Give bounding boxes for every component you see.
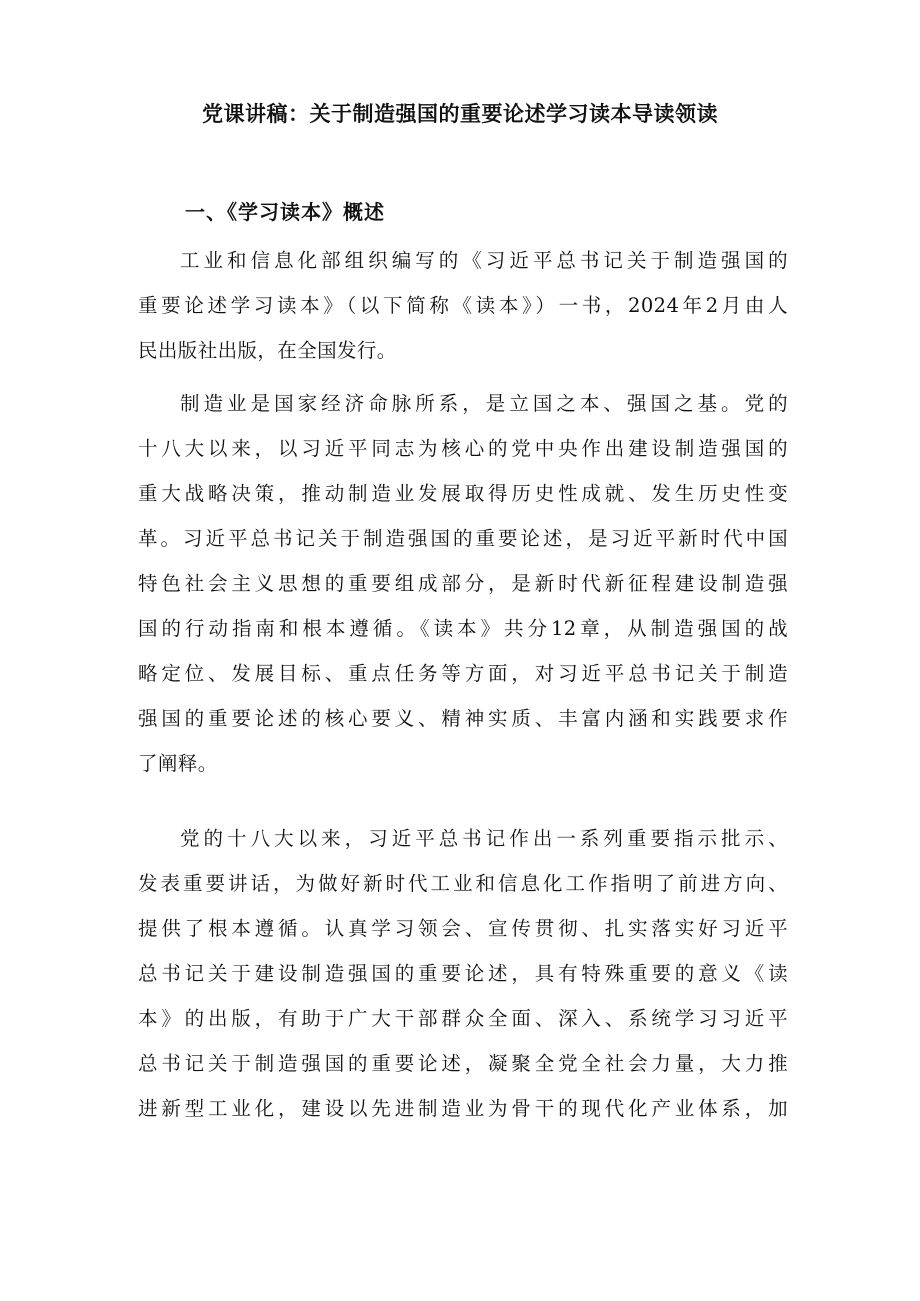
paragraph-line: 发表重要讲话，为做好新时代工业和信息化工作指明了前进方向、 (138, 872, 788, 895)
paragraph-line: 党的十八大以来，习近平总书记作出一系列重要指示批示、 (180, 827, 788, 850)
paragraph-line: 制造业是国家经济命脉所系，是立国之本、强国之基。党的 (180, 392, 788, 415)
paragraph-line: 国的行动指南和根本遵循。《读本》共分12章，从制造强国的战 (138, 617, 788, 640)
paragraph-1 (138, 238, 788, 373)
paragraph-line: 民出版社出版，在全国发行。 (138, 339, 397, 362)
paragraph-line: 重要论述学习读本》（以下简称《读本》）一书，2024年2月由人 (138, 294, 788, 317)
paragraph-line: 提供了根本遵循。认真学习领会、宣传贯彻、扎实落实好习近平 (138, 917, 788, 940)
paragraph-line: 工业和信息化部组织编写的《习近平总书记关于制造强国的 (180, 249, 788, 272)
paragraph-line: 重大战略决策，推动制造业发展取得历史性成就、发生历史性变 (138, 482, 788, 505)
paragraph-line: 总书记关于制造强国的重要论述，凝聚全党全社会力量，大力推 (138, 1052, 788, 1075)
document-title: 党课讲稿：关于制造强国的重要论述学习读本导读领读 (202, 101, 718, 126)
paragraph-line: 进新型工业化，建设以先进制造业为骨干的现代化产业体系，加 (138, 1097, 788, 1120)
paragraph-line: 特色社会主义思想的重要组成部分，是新时代新征程建设制造强 (138, 572, 788, 595)
paragraph-3 (138, 816, 788, 1131)
paragraph-line: 了阐释。 (138, 752, 218, 775)
paragraph-line: 本》的出版，有助于广大干部群众全面、深入、系统学习习近平 (138, 1007, 788, 1030)
paragraph-line: 略定位、发展目标、重点任务等方面，对习近平总书记关于制造 (138, 662, 788, 685)
paragraph-line: 革。习近平总书记关于制造强国的重要论述，是习近平新时代中国 (138, 527, 788, 550)
paragraph-2 (138, 381, 788, 786)
paragraph-line: 强国的重要论述的核心要义、精神实质、丰富内涵和实践要求作 (138, 707, 788, 730)
paragraph-line: 十八大以来，以习近平同志为核心的党中央作出建设制造强国的 (138, 437, 788, 460)
section-heading: 一、《学习读本》概述 (185, 200, 385, 224)
paragraph-line: 总书记关于建设制造强国的重要论述，具有特殊重要的意义《读 (138, 962, 788, 985)
